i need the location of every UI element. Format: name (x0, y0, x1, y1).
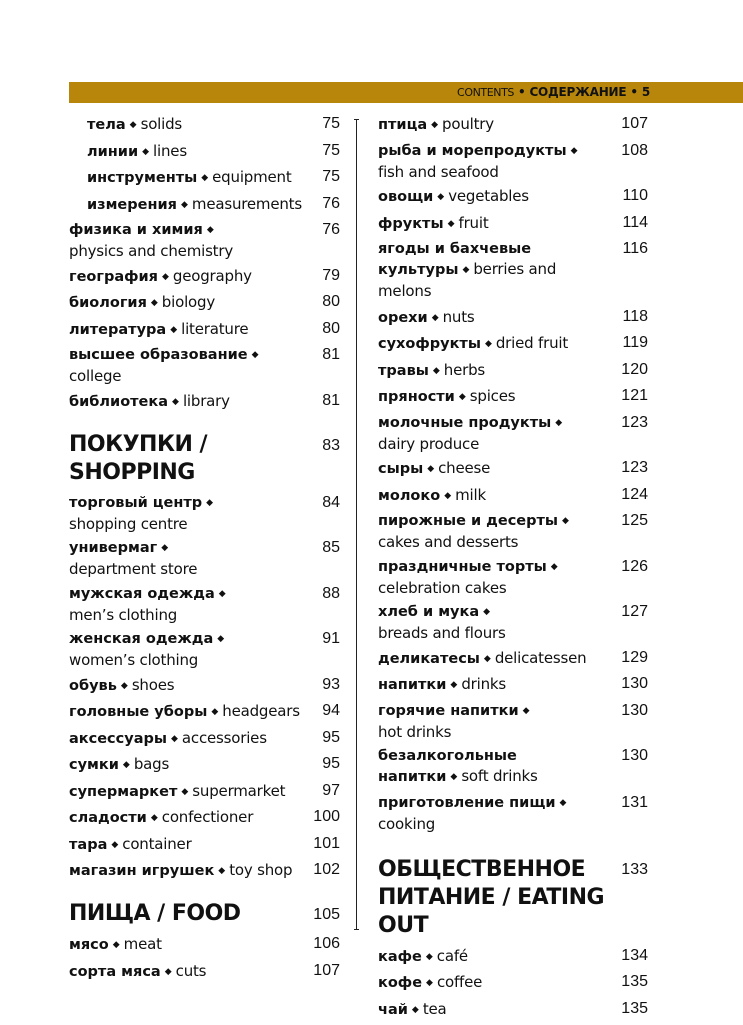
entry-ru: молочные продукты (378, 414, 552, 431)
entry-page: 79 (322, 266, 340, 284)
diamond-icon: ◆ (411, 1003, 419, 1014)
column-divider (356, 119, 357, 930)
diamond-icon: ◆ (450, 679, 458, 689)
header-label-ru: СОДЕРЖАНИЕ (529, 85, 627, 99)
entry-page: 129 (621, 648, 648, 666)
entry-ru: библиотека (69, 393, 169, 410)
entry-en: women’s clothing (69, 651, 199, 669)
entry-page: 94 (322, 702, 340, 719)
diamond-icon: ◆ (172, 395, 179, 406)
entry-ru: сумки (69, 757, 119, 773)
entry-ru: молоко (378, 487, 441, 504)
diamond-icon: ◆ (150, 297, 158, 307)
entry-ru: птица (378, 117, 428, 133)
entry-page: 120 (621, 360, 648, 378)
toc-entry[interactable] (69, 860, 340, 882)
entry-ru: напитки (378, 677, 447, 693)
section-heading-food[interactable] (69, 900, 340, 928)
entry-page: 130 (621, 747, 648, 764)
entry-page: 75 (322, 168, 340, 185)
entry-ru: приготовление пищи (378, 794, 556, 811)
entry-ru: тела (87, 117, 126, 133)
entry-page: 95 (322, 728, 340, 746)
entry-ru: кофе (378, 975, 423, 991)
entry-page: 80 (322, 319, 340, 337)
entry-page: 93 (322, 675, 340, 693)
entry-page: 88 (322, 584, 340, 602)
entry-en: men’s clothing (69, 605, 178, 624)
entry-ru: пряности (378, 389, 455, 405)
entry-ru-cont: культуры (378, 262, 459, 278)
entry-page: 81 (322, 391, 340, 409)
entry-en: fish and seafood (378, 162, 499, 181)
diamond-icon: ◆ (122, 759, 130, 769)
diamond-icon: ◆ (431, 119, 439, 129)
diamond-icon: ◆ (142, 145, 150, 156)
entry-en: cooking (378, 814, 436, 833)
entry-ru: торговый центр (69, 494, 203, 511)
section-page: 105 (313, 906, 340, 923)
toc-entry[interactable] (378, 648, 648, 670)
toc-entry[interactable] (69, 934, 340, 956)
entry-en: shoes (131, 675, 175, 694)
entry-ru: инструменты (87, 170, 198, 186)
diamond-icon: ◆ (550, 560, 558, 571)
entry-en: lines (153, 141, 187, 160)
diamond-icon: ◆ (201, 172, 209, 182)
entry-ru: сладости (69, 810, 147, 826)
toc-entry[interactable] (378, 746, 648, 788)
header-bullet: • (630, 85, 642, 99)
entry-en: vegetables (448, 187, 529, 205)
entry-page: 130 (621, 701, 648, 719)
entry-ru: универмаг (69, 540, 158, 556)
entry-en: bags (133, 755, 170, 773)
diamond-icon: ◆ (431, 311, 439, 322)
entry-page: 123 (621, 413, 648, 431)
entry-en: drinks (461, 675, 506, 693)
entry-page: 84 (322, 493, 340, 511)
diamond-icon: ◆ (170, 323, 178, 334)
diamond-icon: ◆ (180, 198, 188, 209)
entry-en: toy shop (229, 861, 293, 879)
toc-entry[interactable] (69, 220, 340, 261)
toc-entry[interactable] (378, 413, 648, 454)
entry-ru: сухофрукты (378, 336, 481, 352)
entry-ru: физика и химия (69, 222, 203, 238)
toc-entry[interactable] (69, 167, 340, 189)
diamond-icon: ◆ (484, 338, 492, 348)
entry-ru: линии (87, 143, 139, 160)
toc-entry[interactable] (378, 793, 648, 834)
diamond-icon: ◆ (483, 652, 491, 663)
diamond-icon: ◆ (432, 364, 440, 375)
entry-page: 108 (621, 141, 648, 159)
entry-en: soft drinks (461, 767, 538, 785)
diamond-icon: ◆ (450, 771, 458, 781)
toc-entry[interactable] (69, 728, 340, 750)
entry-page: 131 (621, 793, 648, 811)
toc-entry[interactable] (69, 493, 340, 534)
diamond-icon: ◆ (218, 865, 226, 875)
diamond-icon: ◆ (211, 706, 219, 716)
diamond-icon: ◆ (462, 264, 470, 274)
entry-page: 80 (322, 293, 340, 310)
entry-en: confectioner (161, 808, 254, 826)
toc-entry[interactable] (378, 972, 648, 994)
diamond-icon: ◆ (427, 463, 435, 473)
section-title: ПИЩА / FOOD (69, 901, 241, 926)
entry-page: 130 (621, 675, 648, 692)
diamond-icon: ◆ (570, 144, 578, 155)
entry-en: dried fruit (495, 334, 569, 352)
column-divider-cap (354, 925, 359, 930)
page-number: 5 (641, 85, 650, 99)
diamond-icon: ◆ (437, 191, 445, 201)
section-heading-eating-out[interactable] (378, 856, 648, 940)
entry-ru: праздничные торты (378, 558, 547, 575)
entry-page: 102 (313, 861, 340, 878)
toc-entry[interactable] (69, 754, 340, 776)
entry-page: 76 (322, 194, 340, 212)
toc-entry[interactable] (378, 333, 648, 355)
entry-page: 135 (621, 999, 648, 1017)
toc-entry[interactable] (69, 701, 340, 723)
entry-ru: деликатесы (378, 650, 480, 667)
section-heading-shopping[interactable] (69, 431, 340, 487)
section-title-line2: ПИТАНИЕ / EATING OUT (378, 884, 605, 938)
entry-en: literature (181, 319, 249, 338)
entry-en: hot drinks (378, 722, 452, 741)
entry-en: solids (140, 115, 183, 133)
toc-entry[interactable] (69, 141, 340, 163)
entry-ru: чай (378, 1001, 408, 1018)
toc-entry[interactable] (69, 266, 340, 288)
diamond-icon: ◆ (120, 679, 128, 690)
entry-page: 119 (622, 334, 648, 351)
diamond-icon: ◆ (111, 838, 119, 849)
diamond-icon: ◆ (181, 785, 189, 796)
entry-page: 127 (621, 603, 648, 620)
diamond-icon: ◆ (522, 704, 530, 715)
entry-page: 81 (322, 346, 340, 363)
entry-en: geography (172, 266, 252, 285)
diamond-icon: ◆ (112, 939, 120, 949)
toc-entry[interactable] (378, 485, 648, 507)
entry-ru: сорта мяса (69, 963, 161, 980)
diamond-icon: ◆ (150, 812, 158, 822)
entry-ru: магазин игрушек (69, 863, 215, 879)
entry-en: container (122, 834, 192, 853)
header-label-en: CONTENTS (457, 86, 515, 99)
entry-page: 75 (322, 115, 340, 132)
entry-ru: измерения (87, 196, 177, 213)
entry-en: headgears (222, 702, 300, 720)
entry-en: cuts (175, 961, 207, 980)
diamond-icon: ◆ (555, 416, 563, 427)
entry-en: college (69, 367, 122, 385)
entry-en: spices (469, 387, 516, 405)
toc-entry[interactable] (378, 946, 648, 968)
entry-ru: обувь (69, 677, 117, 694)
entry-page: 75 (322, 141, 340, 159)
entry-ru: рыба и морепродукты (378, 142, 567, 159)
entry-en: shopping centre (69, 514, 188, 533)
toc-entry[interactable] (378, 511, 648, 552)
entry-ru: женская одежда (69, 631, 214, 647)
toc-entry[interactable] (378, 999, 648, 1021)
toc-entry[interactable] (69, 391, 340, 413)
entry-page: 106 (313, 935, 340, 952)
toc-entry[interactable] (378, 239, 648, 302)
running-header (457, 83, 650, 102)
entry-ru: литература (69, 321, 167, 338)
diamond-icon: ◆ (206, 224, 214, 234)
toc-entry[interactable] (69, 194, 340, 216)
entry-en: department store (69, 560, 198, 578)
entry-ru: мужская одежда (69, 585, 215, 602)
entry-page: 97 (322, 781, 340, 799)
entry-en: milk (455, 485, 486, 504)
entry-en: dairy produce (378, 434, 480, 453)
diamond-icon: ◆ (170, 732, 178, 743)
entry-en: meat (123, 935, 162, 953)
diamond-icon: ◆ (129, 119, 137, 129)
diamond-icon: ◆ (447, 217, 455, 228)
toc-entry[interactable] (69, 345, 340, 386)
entry-en: cheese (438, 459, 491, 477)
entry-en: herbs (443, 360, 486, 379)
entry-ru: география (69, 268, 158, 285)
entry-ru: сыры (378, 461, 424, 477)
section-title-line1: ОБЩЕСТВЕННОЕ (378, 856, 586, 882)
entry-en: accessories (181, 728, 267, 747)
toc-entry[interactable] (378, 307, 648, 329)
entry-ru: мясо (69, 937, 109, 953)
toc-entry[interactable] (378, 114, 648, 136)
toc-entry[interactable] (69, 961, 340, 983)
entry-page: 124 (621, 485, 648, 503)
toc-entry[interactable] (378, 701, 648, 742)
entry-page: 116 (622, 240, 648, 257)
toc-entry[interactable] (69, 781, 340, 803)
diamond-icon: ◆ (161, 270, 169, 281)
entry-en: berries and melons (378, 260, 557, 300)
entry-ru: аксессуары (69, 730, 167, 747)
entry-en: fruit (458, 213, 489, 232)
toc-entry[interactable] (69, 319, 340, 341)
entry-ru: пирожные и десерты (378, 513, 559, 529)
entry-page: 123 (621, 459, 648, 476)
diamond-icon: ◆ (217, 633, 225, 643)
entry-ru: головные уборы (69, 704, 208, 720)
entry-ru: кафе (378, 948, 422, 965)
entry-page: 85 (322, 539, 340, 556)
toc-entry[interactable] (378, 674, 648, 696)
entry-ru: ягоды и бахчевые (378, 241, 532, 257)
entry-en: poultry (442, 115, 494, 133)
entry-ru: горячие напитки (378, 702, 519, 719)
diamond-icon: ◆ (425, 950, 433, 961)
section-title: ПОКУПКИ / SHOPPING (69, 431, 208, 485)
toc-entry[interactable] (378, 602, 648, 643)
diamond-icon: ◆ (164, 965, 172, 976)
entry-ru: травы (378, 362, 429, 379)
diamond-icon: ◆ (562, 515, 569, 525)
entry-page: 76 (322, 221, 340, 238)
entry-ru: овощи (378, 189, 434, 205)
entry-en: tea (422, 999, 447, 1018)
entry-en: celebration cakes (378, 578, 507, 597)
toc-entry[interactable] (378, 557, 648, 598)
header-bullet: • (518, 85, 530, 99)
entry-ru: супермаркет (69, 783, 178, 800)
entry-ru-cont: напитки (378, 769, 447, 785)
diamond-icon: ◆ (426, 977, 433, 987)
toc-entry[interactable] (69, 114, 340, 136)
entry-en: cakes and desserts (378, 533, 519, 551)
toc-entry[interactable] (378, 186, 648, 208)
diamond-icon: ◆ (458, 391, 466, 401)
entry-en: biology (161, 293, 216, 311)
entry-ru: биология (69, 295, 147, 311)
toc-entry[interactable] (69, 807, 340, 829)
toc-entry[interactable] (378, 141, 648, 182)
entry-page: 110 (622, 187, 648, 204)
entry-page: 107 (313, 961, 340, 979)
diamond-icon: ◆ (206, 496, 214, 507)
entry-en: breads and flours (378, 624, 506, 642)
diamond-icon: ◆ (161, 542, 169, 552)
entry-page: 135 (621, 973, 648, 990)
entry-page: 114 (622, 213, 648, 231)
diamond-icon: ◆ (251, 349, 259, 359)
entry-en: supermarket (192, 781, 286, 800)
entry-en: nuts (442, 307, 475, 326)
toc-entry[interactable] (69, 538, 340, 579)
entry-ru: высшее образование (69, 347, 248, 363)
left-column (69, 114, 340, 987)
entry-page: 107 (621, 115, 648, 132)
entry-en: café (436, 946, 468, 965)
entry-en: delicatessen (494, 648, 587, 667)
entry-en: equipment (212, 168, 292, 186)
entry-page: 100 (313, 808, 340, 825)
entry-ru: безалкогольные (378, 748, 517, 764)
entry-page: 95 (322, 755, 340, 772)
toc-entry[interactable] (378, 213, 648, 235)
entry-en: coffee (436, 973, 483, 991)
diamond-icon: ◆ (218, 587, 226, 598)
diamond-icon: ◆ (444, 489, 452, 500)
toc-entry[interactable] (378, 458, 648, 480)
toc-entry[interactable] (69, 675, 340, 697)
entry-page: 125 (621, 512, 648, 529)
toc-entry[interactable] (378, 386, 648, 408)
toc-entry[interactable] (69, 292, 340, 314)
entry-page: 134 (621, 946, 648, 964)
entry-page: 126 (621, 557, 648, 575)
entry-page: 101 (313, 834, 340, 852)
section-page: 133 (621, 860, 648, 878)
section-page: 83 (322, 436, 340, 454)
entry-en: measurements (191, 194, 302, 213)
toc-entry[interactable] (378, 360, 648, 382)
entry-page: 121 (621, 387, 648, 404)
entry-ru: хлеб и мука (378, 604, 480, 620)
entry-en: physics and chemistry (69, 242, 234, 260)
toc-entry[interactable] (69, 834, 340, 856)
entry-page: 118 (622, 307, 648, 325)
entry-ru: тара (69, 836, 108, 853)
right-column (378, 114, 648, 1025)
entry-ru: орехи (378, 309, 428, 326)
entry-en: library (182, 391, 230, 410)
diamond-icon: ◆ (559, 796, 567, 807)
toc-entry[interactable] (69, 629, 340, 670)
entry-ru: фрукты (378, 215, 444, 232)
toc-entry[interactable] (69, 584, 340, 625)
diamond-icon: ◆ (483, 606, 491, 616)
header-bar (69, 82, 743, 103)
entry-page: 91 (322, 630, 340, 647)
